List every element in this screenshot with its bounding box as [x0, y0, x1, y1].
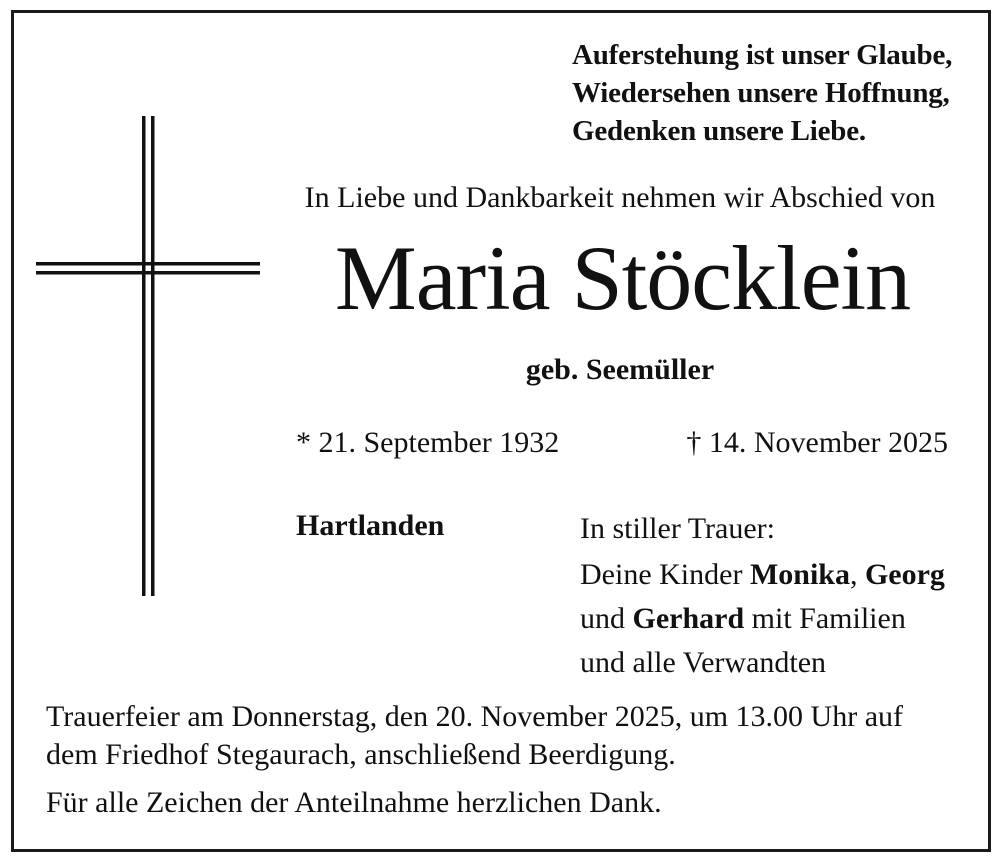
deceased-name: Maria Stöcklein: [334, 227, 911, 329]
child-name: Monika: [749, 558, 850, 591]
mourners-line: und alle Verwandten: [580, 646, 827, 679]
mourners-text: und: [580, 602, 633, 635]
motto-line: Auferstehung ist unser Glaube,: [572, 39, 953, 71]
funeral-info: [46, 698, 903, 774]
thanks-text: Für alle Zeichen der Anteilnahme herzlichen Dank.: [46, 786, 662, 819]
mourners-block: [580, 507, 945, 685]
child-name: Georg: [864, 558, 945, 591]
mourners-line: [580, 553, 945, 597]
motto-line: Wiedersehen unsere Hoffnung,: [572, 77, 950, 109]
maiden-name: geb. Seemüller: [525, 353, 715, 386]
intro-text: In Liebe und Dankbarkeit nehmen wir Abschied von: [304, 181, 936, 214]
funeral-line: dem Friedhof Stegaurach, anschließend Beerdigung.: [46, 738, 676, 771]
child-name: Gerhard: [632, 602, 745, 635]
mourners-line: [580, 597, 945, 641]
latin-cross-icon: [36, 116, 260, 596]
funeral-line: Trauerfeier am Donnerstag, den 20. November 2025, um 13.00 Uhr auf: [46, 700, 904, 733]
mourners-heading: In stiller Trauer:: [580, 512, 775, 545]
motto-line: Gedenken unsere Liebe.: [572, 115, 866, 147]
mourners-text: ,: [849, 558, 865, 591]
birth-date: * 21. September 1932: [296, 426, 560, 459]
mourners-text: Deine Kinder: [580, 558, 750, 591]
home-place: Hartlanden: [296, 509, 445, 542]
motto-quote: [572, 36, 952, 150]
mourners-text: mit Familien: [744, 602, 906, 635]
death-date: † 14. November 2025: [686, 426, 948, 459]
